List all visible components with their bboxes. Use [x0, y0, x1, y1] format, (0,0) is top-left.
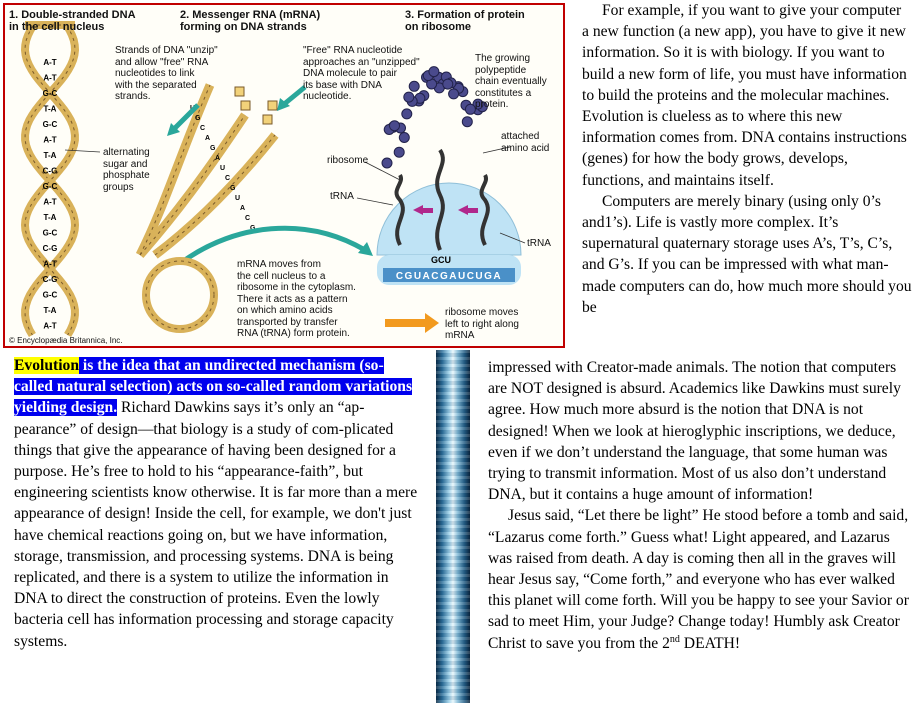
teal-arrow-3	[185, 228, 365, 260]
base-pair-label: G-C	[42, 228, 58, 238]
paragraph-binary-continued: impressed with Creator-made animals. The notion that computers are NOT designed is absurd. Academics like Dawkins must surely agree. How much more absurd is the notion that DNA is not designed! When we look at hieroglyphic inscriptions, we deduce, even if we don’t understand the language, that some human was trying to transmit information. Most of us also don’t understand DNA, but it contains a huge amount of information!	[488, 359, 901, 504]
mrna-base-letter: A	[215, 155, 221, 162]
mrna-base-letter: U	[235, 195, 241, 202]
base-pair-label: G-C	[42, 89, 58, 98]
water-strip-image	[436, 350, 470, 703]
caption-sugar-phosphate	[103, 147, 150, 193]
caption-ribosome-moves	[445, 307, 519, 342]
base-pair-label: T-A	[43, 104, 57, 114]
cap_free-line: nucleotide.	[303, 91, 352, 102]
ribosome	[377, 150, 521, 285]
cap_poly-line: chain eventually	[475, 76, 547, 87]
cap_mrna-line: ribosome in the cytoplasm.	[237, 282, 356, 293]
mrna-base-letter: G	[230, 185, 236, 192]
mrna-coil	[146, 261, 214, 329]
dna-protein-figure	[3, 3, 565, 348]
jesus-text-end: DEATH!	[679, 634, 741, 652]
amino-acid-bead	[449, 89, 459, 99]
base-pair-label: C-G	[42, 275, 58, 284]
mrna-base-letter: G	[210, 145, 216, 152]
cap_amino-line: attached	[501, 131, 540, 142]
amino-acid-bead	[382, 158, 392, 168]
base-pair-label: T-A	[43, 306, 57, 315]
cap_sugar-line: phosphate	[103, 170, 150, 181]
mrna-base-letter: C	[200, 125, 206, 132]
cap_moves-line: left to right along	[445, 318, 519, 330]
cap_unzip-line: with the separated	[115, 79, 197, 91]
base-pair-label: G-C	[42, 120, 58, 129]
paragraph-evolution	[14, 355, 422, 652]
evolution-highlight: Evolution	[14, 357, 79, 374]
cap_unzip-line: strands.	[115, 91, 151, 102]
base-pair-label: C-G	[42, 244, 58, 253]
base-pair-label: A-T	[43, 321, 57, 331]
cap_mrna-line: transported by transfer	[237, 316, 338, 328]
cap_free-line: "Free" RNA nucleotide	[303, 45, 403, 56]
cap_mrna-line: RNA (tRNA) form protein.	[237, 328, 350, 339]
cap_mrna-line: There it acts as a pattern	[237, 293, 348, 305]
base-pair-label: A-T	[43, 73, 57, 83]
amino-acid-bead	[399, 133, 409, 143]
cap_sugar-line: sugar and	[103, 158, 148, 170]
paragraph-binary: Computers are merely binary (using only 0’s and1’s). Life is vastly more complex. It’s supernatural quaternary storage uses A’s, T’s, C’s, and G’s. If you can be impressed with what man-made computers can do, how much more should you be	[582, 192, 912, 316]
caption-mrna-moves	[237, 259, 356, 340]
base-pair-label: T-A	[43, 151, 57, 160]
cap_moves-line: ribosome moves	[445, 307, 519, 318]
cap_poly-line: protein.	[475, 99, 509, 110]
caption-unzip	[115, 45, 218, 103]
cap_amino-line: amino acid	[501, 142, 550, 154]
paragraph-jesus	[488, 505, 912, 653]
cap_poly-line: constitutes a	[475, 87, 532, 99]
paragraph-computer: For example, if you want to give your computer a new function (a new app), you have to give it new information. So it is with biology. If you want to build a new form of life, you must have information to build the proteins and the molecular machines. Evolution is clueless as to where this new information comes from. DNA contains instructions (genes) for how the body grows, develops, functions, and maintains itself.	[582, 2, 907, 189]
base-pair-label: A-T	[43, 58, 57, 67]
cap_unzip-line: and allow "free" RNA	[115, 56, 209, 68]
cap_mrna-line: on which amino acids	[237, 305, 333, 316]
cap_mrna-line: the cell nucleus to a	[237, 270, 326, 282]
amino-acid-bead	[402, 109, 412, 119]
orange-arrow	[385, 319, 425, 327]
mrna-base-letter: C	[225, 175, 231, 182]
copyright: © Encyclopædia Britannica, Inc.	[9, 336, 123, 345]
caption-ribosome: ribosome	[327, 155, 369, 166]
step2-title: 2. Messenger RNA (mRNA) forming on DNA strands	[180, 9, 321, 33]
mrna-base-letter: U	[220, 165, 226, 172]
amino-acid-bead	[443, 79, 453, 89]
step3-title: 3. Formation of protein on ribosome	[405, 9, 525, 33]
base-pair-label: C-G	[42, 166, 58, 176]
right-column-bottom	[488, 357, 912, 654]
ordinal-superscript: nd	[669, 633, 680, 645]
svg-text:GCU: GCU	[431, 255, 451, 265]
cap_unzip-line: nucleotides to link	[115, 68, 195, 79]
amino-acid-bead	[429, 67, 439, 77]
base-pair-label: A-T	[43, 197, 57, 207]
base-pair-label: T-A	[43, 213, 57, 222]
svg-text:CGUACGAUCUGA: CGUACGAUCUGA	[395, 271, 503, 282]
left-column	[14, 355, 422, 652]
caption-amino-acid	[501, 131, 549, 154]
cap_moves-line: mRNA	[445, 330, 475, 341]
mrna-base-letter: G	[250, 225, 256, 232]
cap_mrna-line: mRNA moves from	[237, 259, 321, 270]
cap_sugar-line: alternating	[103, 147, 150, 158]
caption-polypeptide	[475, 53, 547, 111]
mrna-base-letter: A	[205, 135, 211, 142]
dna-helix	[25, 25, 75, 335]
amino-acid-bead	[390, 121, 400, 131]
mrna-base-letter: A	[240, 205, 246, 212]
teal-arrow-2	[283, 87, 305, 105]
cap_poly-line: The growing	[475, 53, 531, 64]
cap_free-line: approaches an "unzipped"	[303, 56, 420, 68]
mrna-base-letter: C	[245, 215, 251, 222]
mrna-base-letter: G	[195, 115, 201, 122]
caption-free-nucleotide	[303, 45, 420, 103]
caption-trna-right: tRNA	[527, 238, 551, 249]
cap_poly-line: polypeptide	[475, 64, 527, 76]
step1-title: 1. Double-stranded DNA in the cell nucleus	[9, 9, 136, 33]
jesus-text: Jesus said, “Let there be light” He stood before a tomb and said, “Lazarus come forth.” Guess what! Light appeared, and Lazarus was raised from death. A day is coming then all in the graves will hear Jesus say, “Come forth,” and everyone who has ever walked this planet will come forth. Will you be happy to see your Savior or sad to meet Him, your Judge? Change today! Humbly ask Creator Christ to save you from the 2	[488, 507, 909, 652]
base-pair-label: G-C	[42, 182, 58, 191]
cap_free-line: DNA molecule to pair	[303, 68, 397, 79]
cap_free-line: its base with DNA	[303, 79, 382, 91]
cap_unzip-line: Strands of DNA "unzip"	[115, 45, 218, 56]
base-pair-label: G-C	[42, 290, 58, 300]
amino-acid-bead	[394, 147, 404, 157]
amino-acid-bead	[462, 117, 472, 127]
caption-trna: tRNA	[330, 191, 354, 202]
amino-acid-bead	[465, 104, 475, 114]
mrna-base-letter: U	[190, 105, 196, 112]
definition-highlight: is the idea that an undirected mechanism (so-called natural selection) acts on so-called random variations yielding design.	[14, 357, 413, 417]
dawkins-text: Richard Dawkins says it’s only an “ap-pearance” of design—that biology is a study of com-plicated things that give the appearance of having been designed for a purpose. He’s free to hold to his “appearance-faith”, but engineering scientists know otherwise. It is far more than a mere appearance of design! Inside the cell, for example, we don't just have chemical reactions going on, but we have information, storage, transmission, and processing systems. DNA is being replicated, and there is a system to utilize the information in DNA to direct the construction of proteins. Even the lowly bacteria cell has information processing and storage capacity systems.	[14, 399, 418, 650]
base-pair-label: A-T	[43, 259, 57, 269]
cap_sugar-line: groups	[103, 181, 134, 193]
right-column-top	[582, 0, 912, 318]
base-pair-label: A-T	[43, 135, 57, 145]
